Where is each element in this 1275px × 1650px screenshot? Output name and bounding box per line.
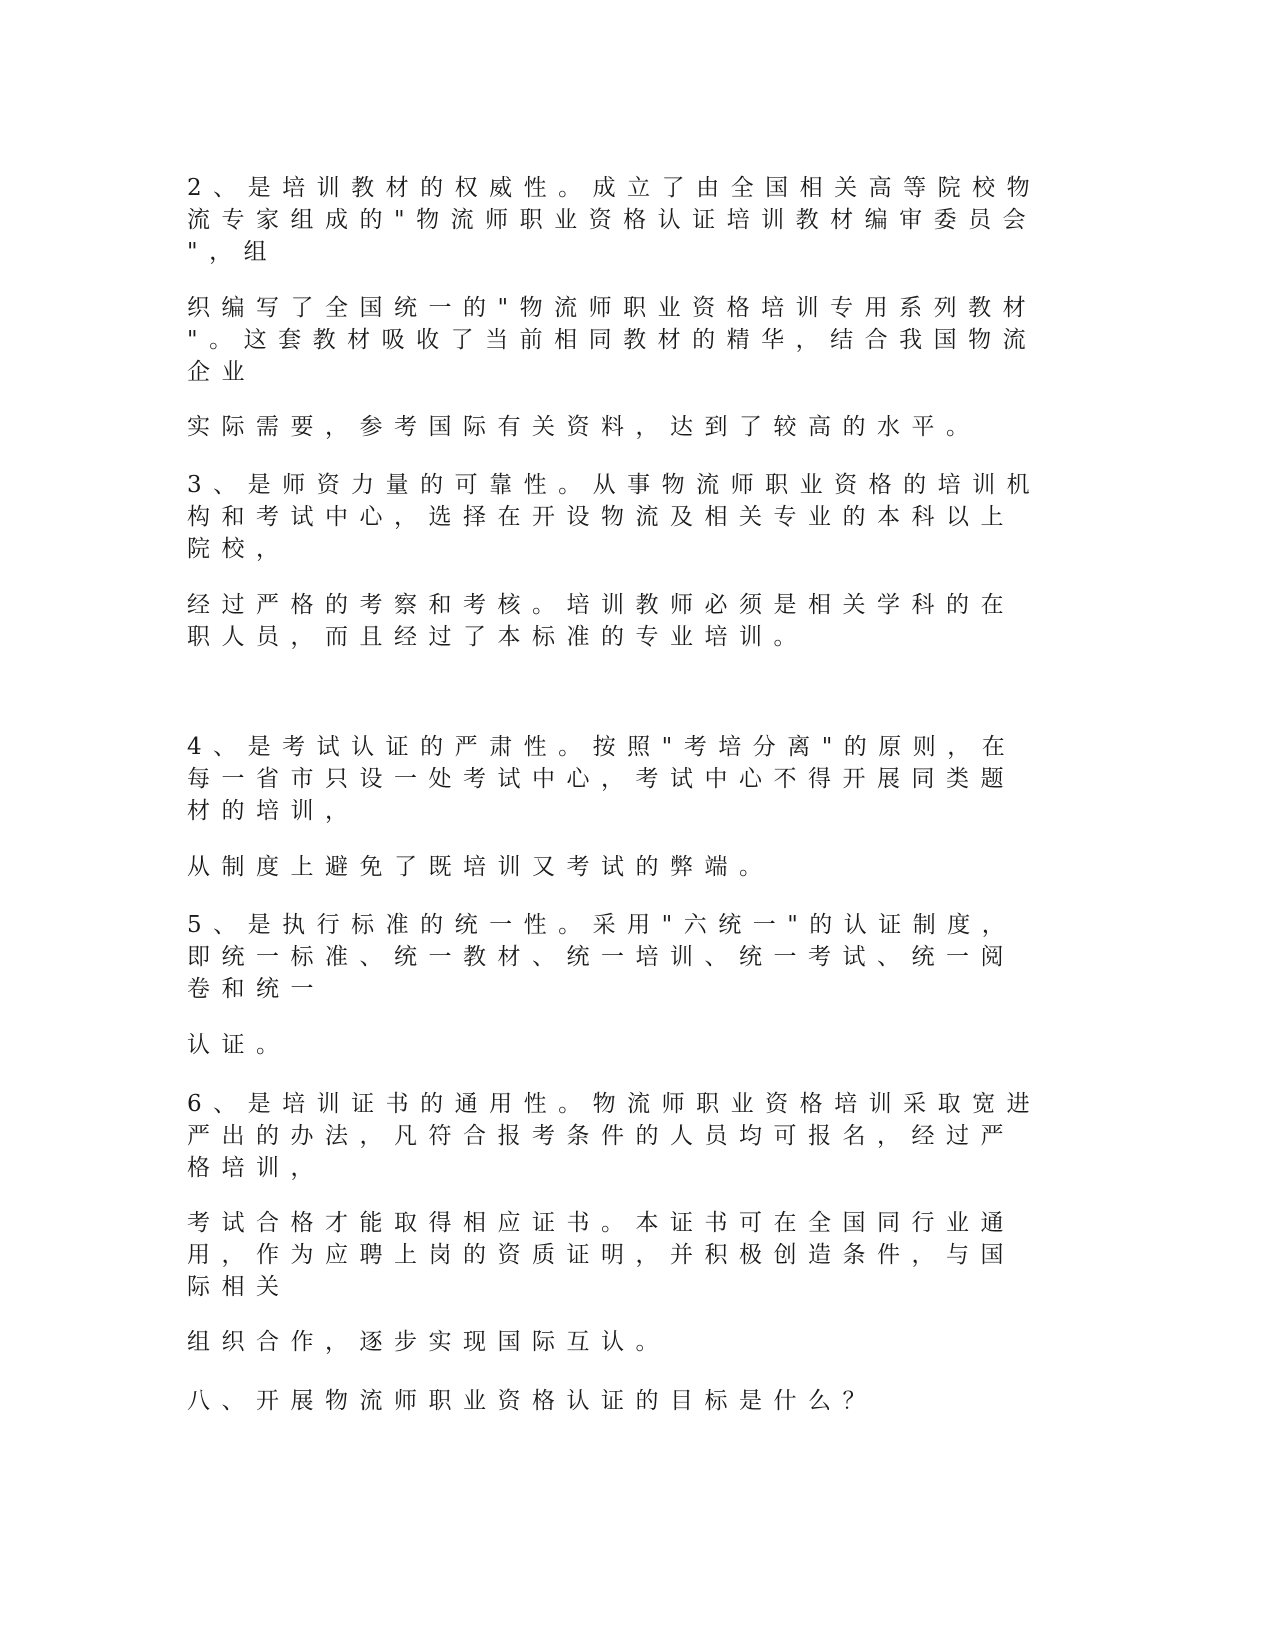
section-heading-8 bbox=[187, 1385, 1107, 1417]
text-line: 用，作为应聘上岗的资质证明，并积极创造条件，与国 bbox=[187, 1242, 1015, 1268]
text-line: 格培训， bbox=[187, 1155, 325, 1181]
text-line: 从制度上避免了既培训又考试的弊端。 bbox=[187, 854, 774, 880]
text-line: 材的培训， bbox=[187, 798, 360, 824]
text-line: 认证。 bbox=[187, 1032, 291, 1058]
paragraph-continuation bbox=[187, 292, 1107, 388]
text-line: 每一省市只设一处考试中心，考试中心不得开展同类题 bbox=[187, 766, 1015, 792]
paragraph-continuation bbox=[187, 1326, 1107, 1358]
text-line: 即统一标准、统一教材、统一培训、统一考试、统一阅 bbox=[187, 944, 1015, 970]
text-line: 6、是培训证书的通用性。物流师职业资格培训采取宽进 bbox=[187, 1091, 1042, 1117]
text-line: 院校， bbox=[187, 536, 291, 562]
paragraph-item-2 bbox=[187, 172, 1107, 268]
text-line: 4、是考试认证的严肃性。按照"考培分离"的原则，在 bbox=[187, 734, 1017, 760]
text-line: 5、是执行标准的统一性。采用"六统一"的认证制度， bbox=[187, 912, 1017, 938]
paragraph-continuation bbox=[187, 1029, 1107, 1061]
paragraph-continuation bbox=[187, 589, 1107, 653]
text-line: "。这套教材吸收了当前相同教材的精华，结合我国物流 bbox=[187, 327, 1038, 353]
text-line: 组织合作，逐步实现国际互认。 bbox=[187, 1329, 670, 1355]
text-line: 2、是培训教材的权威性。成立了由全国相关高等院校物 bbox=[187, 175, 1042, 201]
text-line: 卷和统一 bbox=[187, 976, 325, 1002]
paragraph-item-6 bbox=[187, 1088, 1107, 1184]
paragraph-continuation bbox=[187, 851, 1107, 883]
text-line: 构和考试中心，选择在开设物流及相关专业的本科以上 bbox=[187, 504, 1015, 530]
text-line: 企业 bbox=[187, 359, 256, 385]
text-line: 严出的办法，凡符合报考条件的人员均可报名，经过严 bbox=[187, 1123, 1015, 1149]
text-line: 流专家组成的"物流师职业资格认证培训教材编审委员会 bbox=[187, 207, 1038, 233]
paragraph-continuation bbox=[187, 1207, 1107, 1303]
text-line: 际相关 bbox=[187, 1274, 291, 1300]
paragraph-item-4 bbox=[187, 731, 1107, 827]
text-line: 考试合格才能取得相应证书。本证书可在全国同行业通 bbox=[187, 1210, 1015, 1236]
text-line: "，组 bbox=[187, 239, 279, 265]
paragraph-continuation bbox=[187, 411, 1107, 443]
text-line: 实际需要，参考国际有关资料，达到了较高的水平。 bbox=[187, 414, 981, 440]
text-line: 3、是师资力量的可靠性。从事物流师职业资格的培训机 bbox=[187, 472, 1042, 498]
paragraph-item-3 bbox=[187, 469, 1107, 565]
text-line: 职人员，而且经过了本标准的专业培训。 bbox=[187, 624, 808, 650]
paragraph-item-5 bbox=[187, 909, 1107, 1005]
section-heading: 八、开展物流师职业资格认证的目标是什么？ bbox=[187, 1388, 877, 1414]
text-line: 织编写了全国统一的"物流师职业资格培训专用系列教材 bbox=[187, 295, 1038, 321]
text-line: 经过严格的考察和考核。培训教师必须是相关学科的在 bbox=[187, 592, 1015, 618]
